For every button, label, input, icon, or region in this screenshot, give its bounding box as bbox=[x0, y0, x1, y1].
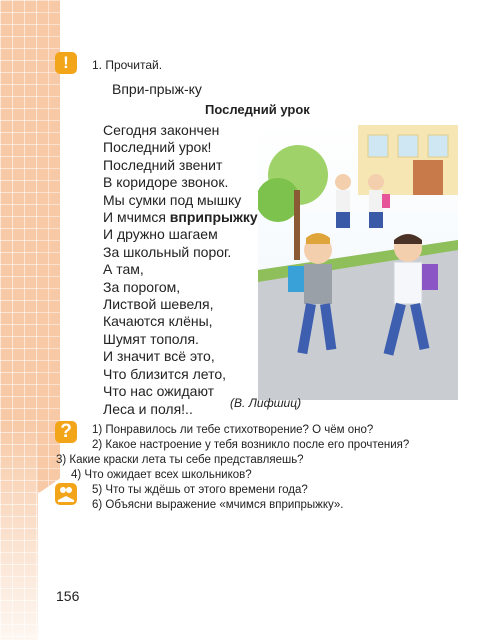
question-item: 5) Что ты ждёшь от этого времени года? bbox=[92, 484, 308, 496]
poem-line: Что близится лето, bbox=[103, 365, 227, 382]
poem-author: (В. Лифшиц) bbox=[230, 396, 302, 410]
poem-line: За порогом, bbox=[103, 278, 181, 295]
poem-line: Последний урок! bbox=[103, 139, 212, 156]
poem-line: И дружно шагаем bbox=[103, 226, 218, 243]
poem-line: В коридоре звонок. bbox=[103, 174, 229, 191]
poem-title: Последний урок bbox=[205, 102, 310, 117]
poem-line: Качаются клёны, bbox=[103, 313, 213, 330]
margin-fade bbox=[0, 420, 38, 640]
reading-children-icon bbox=[55, 483, 77, 505]
poem-line: А там, bbox=[103, 261, 144, 278]
poem-line: Последний звенит bbox=[103, 156, 223, 173]
syllable-breakdown: Впри-прыж-ку bbox=[112, 81, 202, 97]
question-item: 4) Что ожидает всех школьников? bbox=[71, 469, 252, 481]
poem-line: Листвой шевеля, bbox=[103, 296, 214, 313]
poem-line: За школьный порог. bbox=[103, 243, 232, 260]
page-number: 156 bbox=[56, 588, 80, 604]
poem-line: Что нас ожидают bbox=[103, 383, 215, 400]
question-item: 6) Объясни выражение «мчимся вприпрыжку». bbox=[92, 499, 344, 511]
question-icon: ? bbox=[55, 421, 77, 443]
poem-line: Леса и поля!.. bbox=[103, 400, 193, 417]
poem-line: Мы сумки под мышку bbox=[103, 191, 242, 208]
question-item: 2) Какое настроение у тебя возникло после его прочтения? bbox=[92, 439, 410, 451]
poem-line: Сегодня закончен bbox=[103, 122, 220, 138]
poem-bold-word: вприпрыжку bbox=[169, 209, 258, 226]
task-label: 1. Прочитай. bbox=[92, 58, 163, 72]
children-running-illustration bbox=[258, 120, 458, 400]
poem-line: И значит всё это, bbox=[103, 348, 215, 365]
poem-text bbox=[103, 122, 262, 418]
exclamation-icon: ! bbox=[55, 52, 77, 74]
poem-line: Шумят тополя. bbox=[103, 330, 199, 347]
poem-line-bold: И мчимся вприпрыжку bbox=[103, 209, 258, 226]
question-item: 1) Понравилось ли тебе стихотворение? О чём оно? bbox=[92, 424, 374, 436]
question-item: 3) Какие краски лета ты себе представляешь? bbox=[56, 454, 304, 466]
